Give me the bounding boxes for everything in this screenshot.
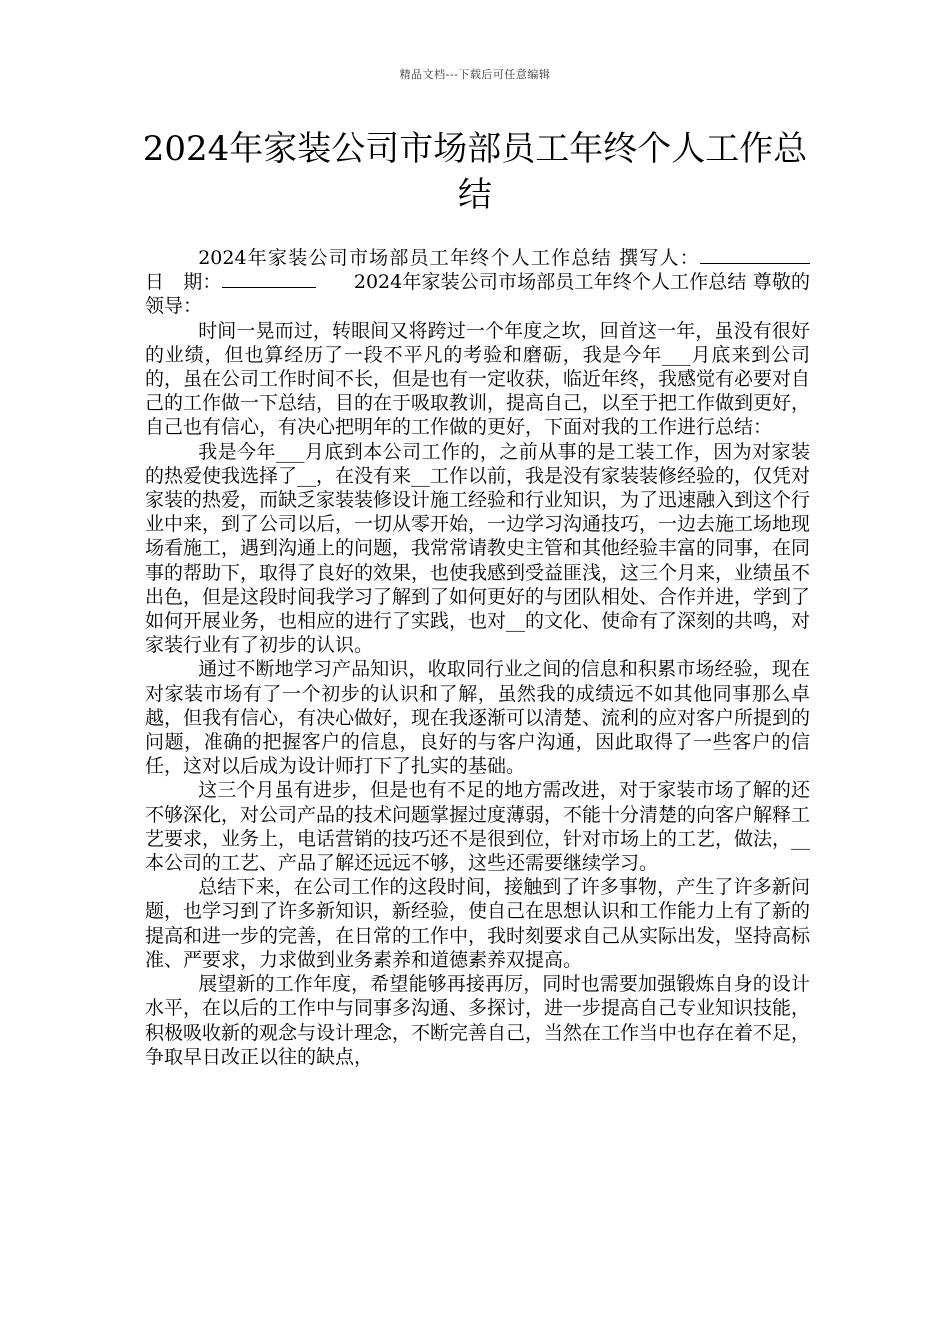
paragraph: 展望新的工作年度，希望能够再接再厉，同时也需要加强锻炼自身的设计水平，在以后的工作中与同事多沟通、多探讨，进一步提高自己专业知识技能，积极吸收新的观念与设计理念，不断完善自己，当然在工作当中也存在着不足，争取早日改正以往的缺点， (145, 973, 811, 1068)
document-body (145, 246, 810, 1069)
paragraph: 总结下来，在公司工作的这段时间，接触到了许多事物，产生了许多新问题，也学习到了许多新知识，新经验，使自己在思想认识和工作能力上有了新的提高和进一步的完善，在日常的工作中，我时刻要求自己从实际出发，坚持高标准、严要求，力求做到业务素养和道德素养双提高。 (145, 876, 811, 971)
meta-line (145, 246, 810, 319)
paragraph: 这三个月虽有进步，但是也有不足的地方需改进，对于家装市场了解的还不够深化，对公司产品的技术问题掌握过度薄弱，不能十分清楚的向客户解释工艺要求，业务上，电话营销的技巧还不是很到位，针对市场上的工艺，做法，__本公司的工艺、产品了解还远远不够，这些还需要继续学习。 (145, 779, 811, 875)
greeting: 尊敬的领导： (145, 271, 810, 318)
date-blank (222, 271, 316, 288)
paragraph: 我是今年___月底到本公司工作的，之前从事的是工装工作，因为对家装的热爱使我选择了__，在没有来__工作以前，我是没有家装装修经验的，仅凭对家装的热爱，而缺乏家装装修设计施工经验和行业知识，为了迅速融入到这个行业中来，到了公司以后，一切从零开始，一边学习沟通技巧，一边去施工场地现场看施工，遇到沟通上的问题，我常常请教史主管和其他经验丰富的同事，在同事的帮助下，取得了良好的效果，也使我感到受益匪浅，这三个月来，业绩虽不出色，但是这段时间我学习了解到了如何更好的与团队相处、合作并进，学到了如何开展业务，也相应的进行了实践，也对__的文化、使命有了深刻的共鸣，对家装行业有了初步的认识。 (145, 440, 811, 657)
paragraph: 通过不断地学习产品知识，收取同行业之间的信息和积累市场经验，现在对家装市场有了一个初步的认识和了解，虽然我的成绩远不如其他同事那么卓越，但我有信心，有决心做好，现在我逐渐可以清楚、流利的应对客户所提到的问题，准确的把握客户的信息，良好的与客户沟通，因此取得了一些客户的信任，这对以后成为设计师打下了扎实的基础。 (145, 658, 811, 778)
document-title: 2024年家装公司市场部员工年终个人工作总结 (142, 129, 808, 215)
meta-title-repeat: 2024年家装公司市场部员工年终个人工作总结 (198, 247, 612, 269)
author-blank (700, 247, 810, 264)
author-label: 撰写人： (619, 247, 700, 269)
date-label: 日 期： (145, 271, 222, 294)
header-note: 精品文档---下载后可任意编辑 (399, 68, 551, 81)
meta-title-repeat-2: 2024年家装公司市场部员工年终个人工作总结 (353, 271, 747, 294)
paragraph: 时间一晃而过，转眼间又将跨过一个年度之坎，回首这一年，虽没有很好的业绩，但也算经历了一段不平凡的考验和磨砺，我是今年___月底来到公司的，虽在公司工作时间不长，但是也有一定收获，临近年终，我感觉有必要对自己的工作做一下总结，目的在于吸取教训，提高自己，以至于把工作做到更好，自己也有信心，有决心把明年的工作做的更好，下面对我的工作进行总结： (145, 319, 811, 439)
